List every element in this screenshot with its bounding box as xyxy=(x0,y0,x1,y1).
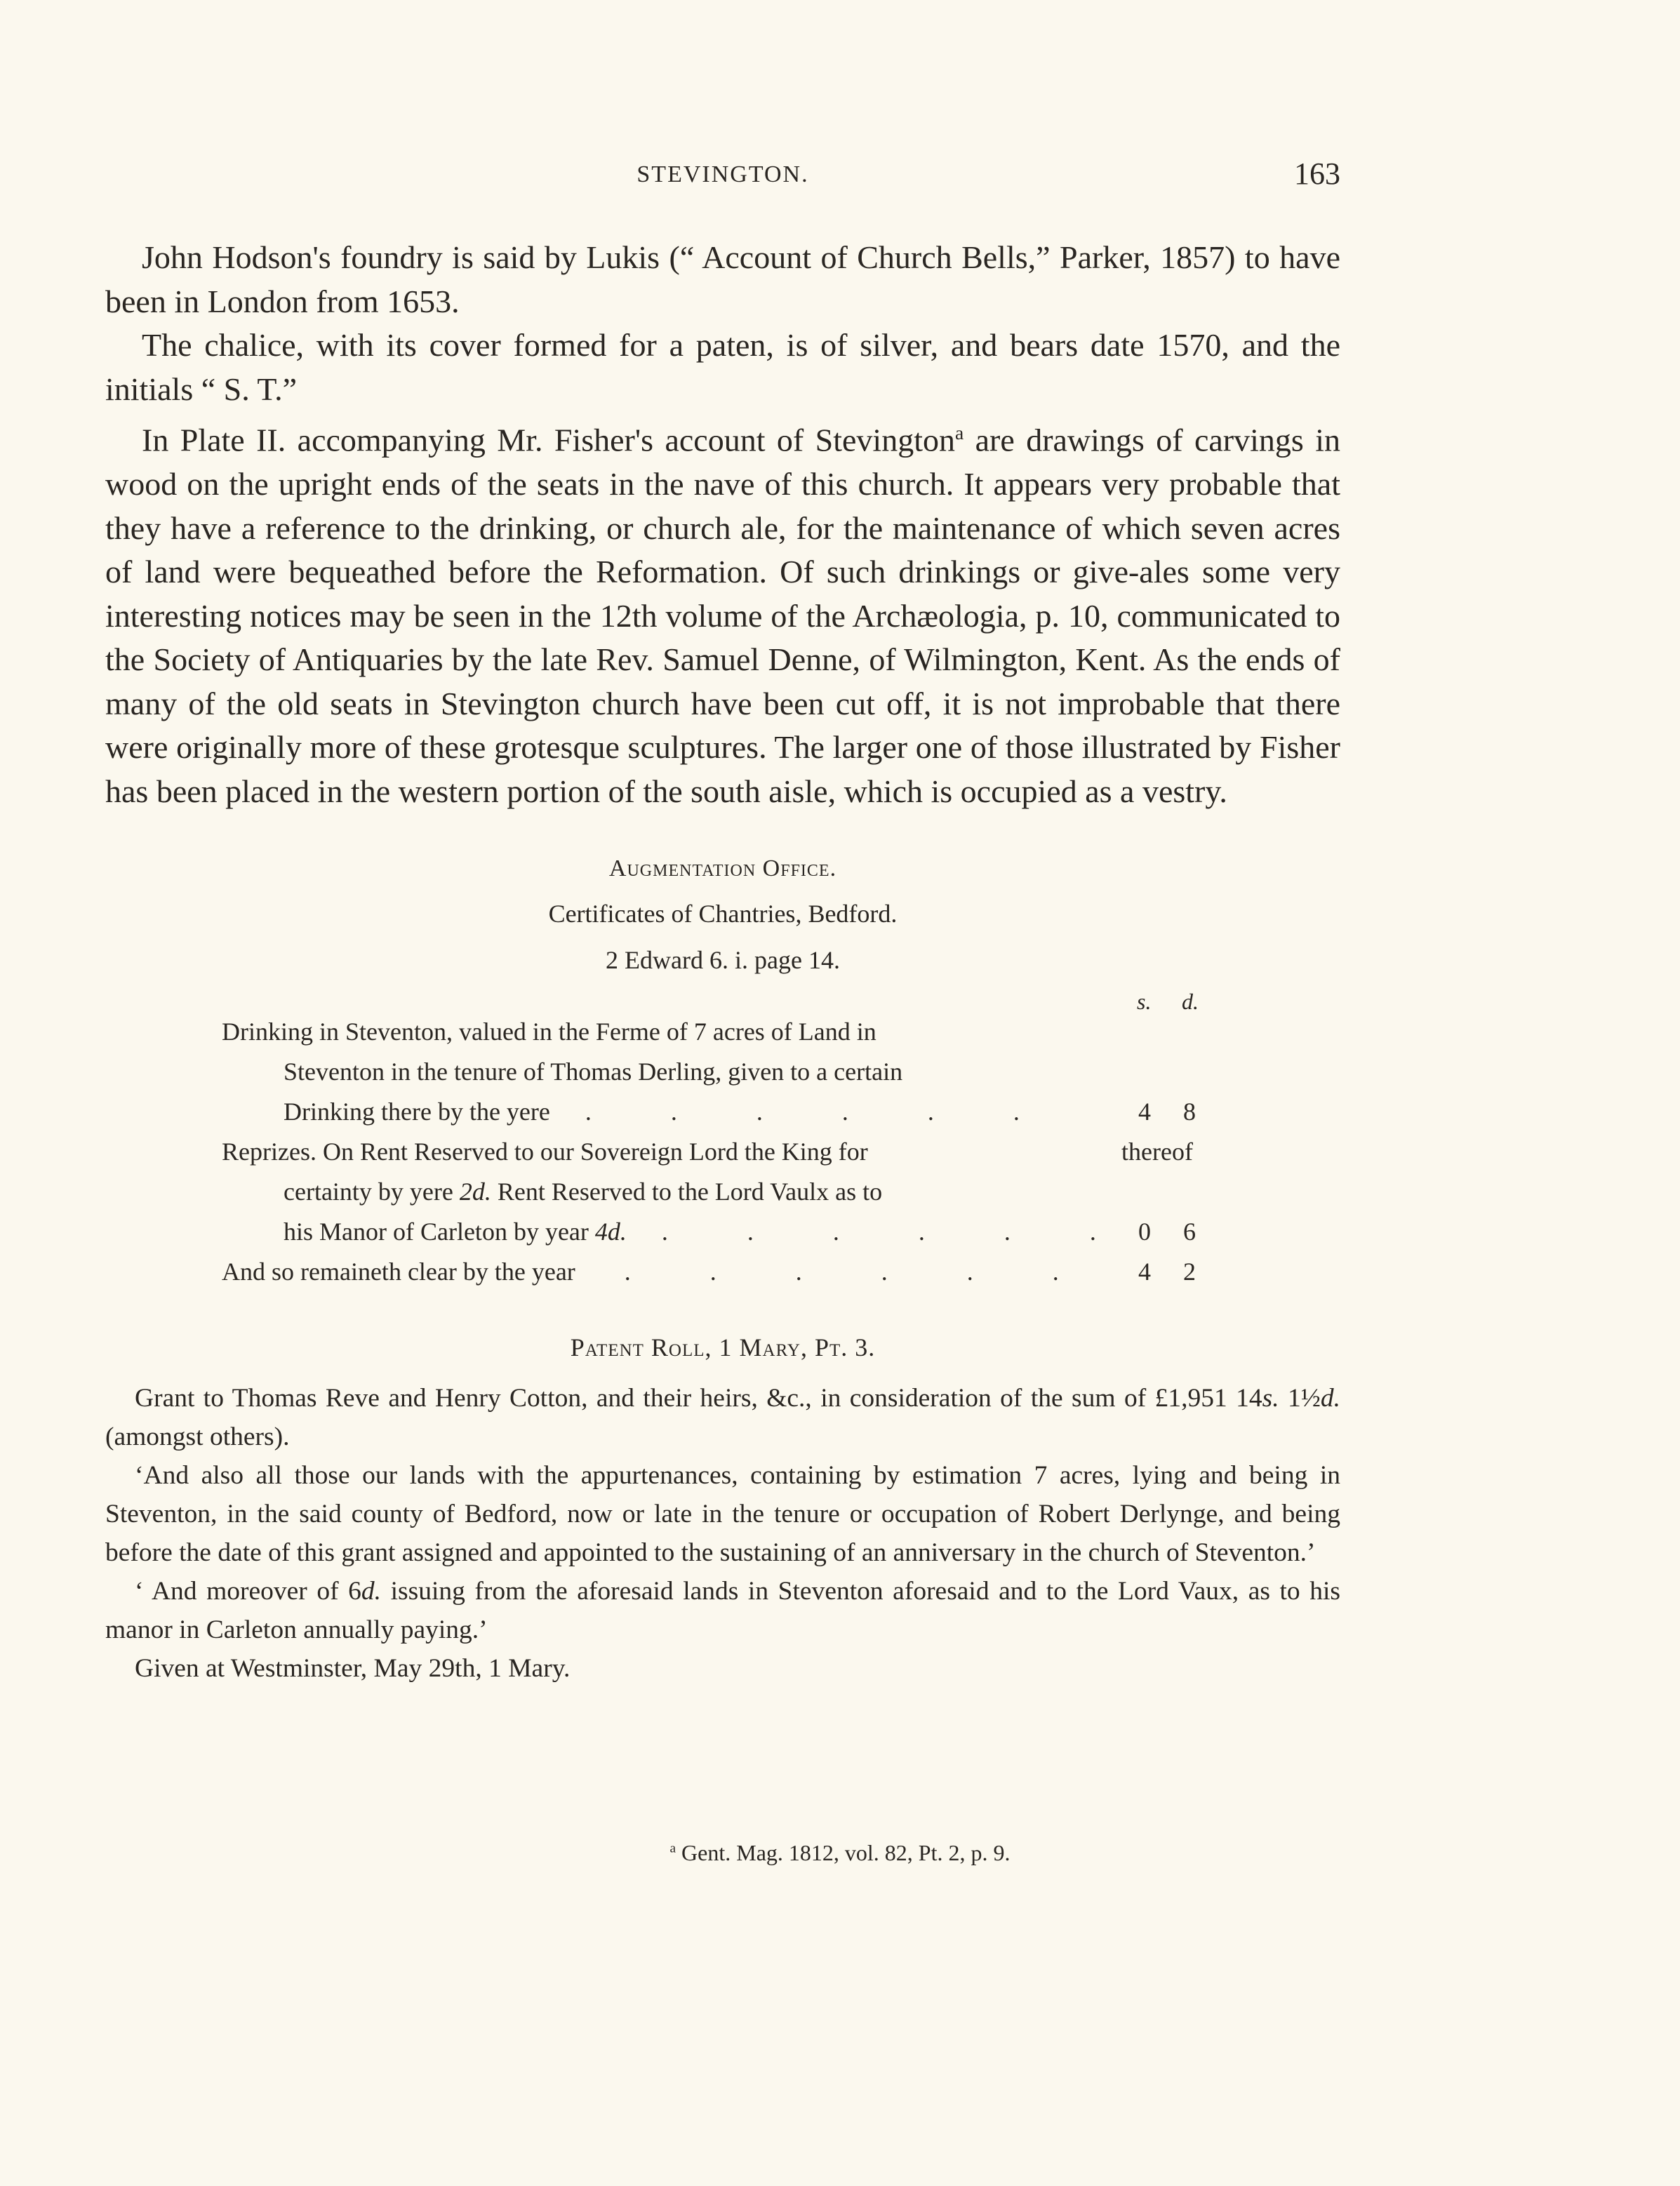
grant-text-span: Grant to Thomas Reve and Henry Cotton, and their heirs, &c., in consideration of the sum of £1,951 14 xyxy=(135,1384,1262,1413)
leader-dots: . . . . . . xyxy=(624,1258,1095,1286)
amount-shillings: 4 xyxy=(1138,1098,1151,1126)
account-row-text: certainty by yere xyxy=(284,1178,460,1206)
grant-paragraph xyxy=(105,1379,1340,1456)
footnote-text: Gent. Mag. 1812, vol. 82, Pt. 2, p. 9. xyxy=(676,1840,1011,1865)
account-table xyxy=(105,989,1340,1312)
grant-text-span: ‘ And moreover of 6 xyxy=(135,1577,361,1606)
page-header xyxy=(105,140,1340,196)
patent-section xyxy=(105,1333,1340,1688)
grant-text-span: issuing from the aforesaid lands in Steventon aforesaid and to the Lord Vaux, as to his manor in Carleton annually paying.’ xyxy=(105,1577,1341,1645)
account-row-text: And so remaineth clear by the year xyxy=(222,1258,575,1286)
account-row: Drinking in Steventon, valued in the Ferme of 7 acres of Land in xyxy=(222,1018,876,1046)
augmentation-reference: 2 Edward 6. i. page 14. xyxy=(606,946,840,975)
grant-text xyxy=(105,1379,1340,1688)
amount-shillings: 0 xyxy=(1138,1218,1151,1246)
account-row: Steventon in the tenure of Thomas Derling, given to a certain xyxy=(284,1058,903,1086)
paragraph-hodson: John Hodson's foundry is said by Lukis (“ Account of Church Bells,” Parker, 1857) to have been in London from 1653. xyxy=(105,239,1340,319)
page xyxy=(105,140,1340,1688)
grant-paragraph xyxy=(105,1572,1340,1649)
amount-pence: 8 xyxy=(1183,1098,1196,1126)
patent-heading: Patent Roll, 1 Mary, Pt. 3. xyxy=(570,1333,876,1362)
amount-pence: 6 xyxy=(1183,1218,1196,1246)
account-row: Reprizes. On Rent Reserved to our Sovereign Lord the King for xyxy=(222,1138,868,1166)
pence-amount: 4d. xyxy=(594,1218,627,1246)
column-head-shillings: s. xyxy=(1137,989,1152,1015)
account-row-text: Drinking there by the yere xyxy=(284,1098,550,1126)
augmentation-section xyxy=(105,855,1340,1312)
page-number: 163 xyxy=(1294,156,1340,191)
paragraph-chalice: The chalice, with its cover formed for a paten, is of silver, and bears date 1570, and the initials “ S. T.” xyxy=(105,327,1340,407)
column-head-pence: d. xyxy=(1182,989,1199,1015)
footnote-mark: a xyxy=(669,1841,676,1856)
account-row-text: Rent Reserved to the Lord Vaulx as to xyxy=(491,1178,883,1206)
footnote xyxy=(0,1840,1680,1866)
leader-dots: . . . . . . xyxy=(585,1098,1056,1126)
grant-text-span: 1½ xyxy=(1279,1384,1321,1413)
paragraph-plate-start: In Plate II. accompanying Mr. Fisher's account of Stevington xyxy=(142,422,955,458)
account-row xyxy=(284,1097,1056,1126)
main-text xyxy=(105,236,1340,813)
paragraph-plate-rest: are drawings of carvings in wood on the upright ends of the seats in the nave of this church. It appears very probable that they have a reference to the drinking, or church ale, for the maintenance of which seven acres of land were bequeathed before the Reformation. Of such drinkings or give-ales some very interesting notices may be seen in the 12th volume of the Archæologia, p. 10, communicated to the Society of Antiquaries by the late Rev. Samuel Denne, of Wilmington, Kent. As the ends of many of the old seats in Stevington church have been cut off, it is not improbable that there were originally more of these grotesque sculptures. The larger one of those illustrated by Fisher has been placed in the western portion of the south aisle, which is occupied as a vestry. xyxy=(105,422,1340,809)
account-row-text: his Manor of Carleton by year xyxy=(284,1218,595,1246)
augmentation-heading: Augmentation Office. xyxy=(608,855,837,882)
account-row xyxy=(284,1217,1133,1246)
leader-dots: . . . . . . xyxy=(661,1218,1133,1246)
footnote-reference: a xyxy=(954,422,964,444)
account-row xyxy=(284,1177,882,1206)
account-row xyxy=(222,1257,1095,1286)
amount-shillings: 4 xyxy=(1138,1258,1151,1286)
augmentation-subheading: Certificates of Chantries, Bedford. xyxy=(548,900,898,928)
paragraph-plate xyxy=(105,411,1340,813)
grant-text-span: (amongst others). xyxy=(105,1422,290,1452)
running-title: STEVINGTON. xyxy=(636,161,809,187)
shillings-mark: s. xyxy=(1262,1384,1279,1413)
pence-mark: d. xyxy=(361,1577,382,1606)
grant-given: Given at Westminster, May 29th, 1 Mary. xyxy=(135,1654,571,1684)
amount-pence: 2 xyxy=(1183,1258,1196,1286)
pence-amount: 2d. xyxy=(459,1178,491,1206)
grant-paragraph: ‘And also all those our lands with the appurtenances, containing by estimation 7 acres, lying and being in Steventon, in the said county of Bedford, now or late in the tenure or occupation of Robert Derlynge, and being before the date of this grant assigned and appointed to the sustaining of an anniversary in the church of Steventon.’ xyxy=(105,1461,1340,1568)
pence-mark: d. xyxy=(1320,1384,1340,1413)
amount-thereof: thereof xyxy=(1121,1138,1193,1166)
